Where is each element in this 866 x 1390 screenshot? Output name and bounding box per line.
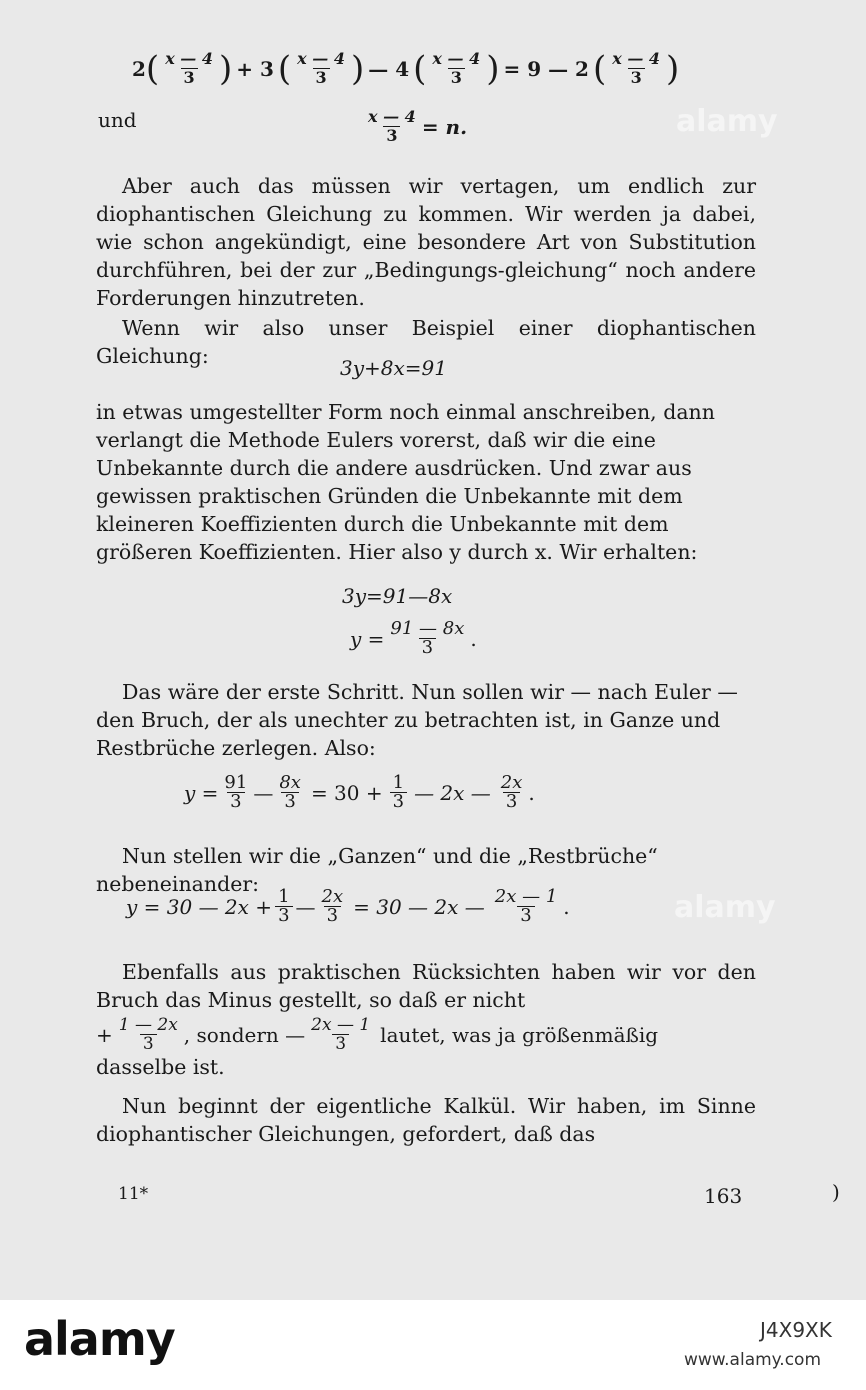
und-label: und bbox=[98, 108, 137, 132]
page-number: 163 bbox=[704, 1184, 743, 1208]
paragraph-6-line-b: dasselbe ist. bbox=[96, 1055, 225, 1079]
equation-1: 2 ( $\frac{x — 4}{3}$ ) + 3 ( $\frac{x — 4}{3}$ ) — 4 ( $\frac{x — 4}{3}$ ) = 9 — 2 ( $\frac{x — 4}{3}$ ) bbox=[132, 48, 680, 89]
equation-4: 3y=91—8x bbox=[342, 584, 453, 608]
equation-7: y = 30 — 2x + $\frac{1}{3}$ — $\frac{2x}{3}$ = 30 — 2x — $\frac{2x — 1}{3}$ . bbox=[126, 886, 570, 926]
watermark-overlay: alamy bbox=[674, 890, 776, 925]
paragraph-3: in etwas umgestellter Form noch einmal anschreiben, dann verlangt die Methode Eulers vorerst, daß wir die eine Unbekannte durch die andere ausdrücken. Und zwar aus gewissen praktischen Gründen die Unbekannte mit dem kleineren Koeffizienten durch die Unbekannte mit dem größeren Koeffizienten. Hier also y durch x. Wir erhalten: bbox=[96, 400, 715, 564]
paragraph-6-line-a: Ebenfalls aus praktischen Rücksichten haben wir vor den Bruch das Minus gestellt, so daß er nicht bbox=[96, 960, 756, 1012]
equation-5: y = $\frac{91 — 8x}{3}$ . bbox=[350, 618, 477, 658]
paragraph-7: Nun beginnt der eigentliche Kalkül. Wir haben, im Sinne diophantischer Gleichungen, gefordert, daß das bbox=[96, 1094, 756, 1146]
equation-6: y = $\frac{91}{3}$ — $\frac{8x}{3}$ = 30 + $\frac{1}{3}$ — 2x — $\frac{2x}{3}$ . bbox=[184, 772, 535, 812]
image-code: J4X9XK bbox=[760, 1318, 832, 1342]
equation-3: 3y+8x=91 bbox=[340, 356, 447, 380]
paragraph-6-inline-math: + $\frac{1 — 2x}{3}$ , sondern — $\frac{2x — 1}{3}$ lautet, was ja größenmäßig bbox=[96, 1015, 659, 1054]
equation-2: $\frac{x — 4}{3}$ = n. bbox=[368, 107, 468, 145]
paragraph-6 bbox=[96, 958, 756, 1081]
brand-logo: alamy bbox=[24, 1312, 175, 1366]
signature-mark: 11* bbox=[118, 1184, 149, 1204]
paragraph-4: Das wäre der erste Schritt. Nun sollen wir — nach Euler — den Bruch, der als unechter zu betrachten ist, in Ganze und Restbrüche zerlegen. Also: bbox=[96, 680, 738, 760]
paragraph-5: Nun stellen wir die „Ganzen“ und die „Restbrüche“ nebeneinander: bbox=[96, 844, 658, 896]
text-block-1 bbox=[96, 172, 756, 370]
margin-mark: ) bbox=[832, 1180, 840, 1204]
watermark-overlay: alamy bbox=[676, 104, 778, 139]
paragraph-2: Wenn wir also unser Beispiel einer diophantischen Gleichung: bbox=[96, 316, 756, 368]
paragraph-1: Aber auch das müssen wir vertagen, um endlich zur diophantischen Gleichung zu kommen. Wir werden ja dabei, wie schon angekündigt, eine besondere Art von Substitution durchführen, bei der zur „Bedingungs-gleichung“ noch andere Forderungen hinzutreten. bbox=[96, 174, 756, 310]
site-url: www.alamy.com bbox=[684, 1350, 822, 1370]
